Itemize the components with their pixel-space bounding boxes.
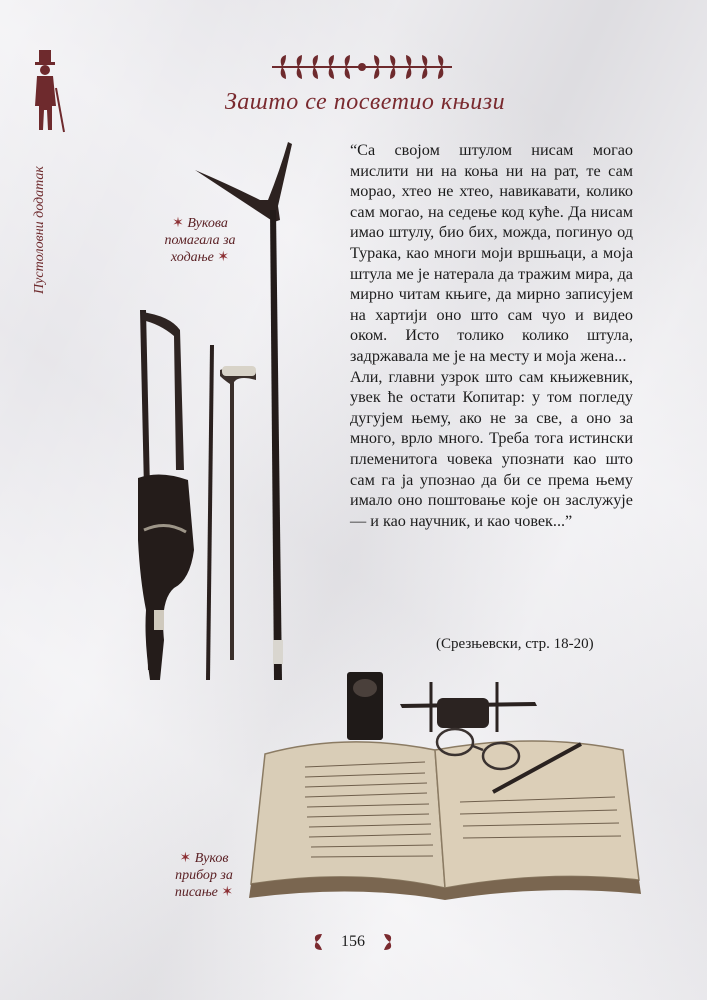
caption-writing-tools: ✶ Вуков прибор за писање ✶	[174, 851, 234, 900]
quote-block	[350, 140, 633, 531]
star-icon: ✶	[172, 216, 184, 231]
star-icon: ✶	[221, 885, 234, 900]
page-title: Зашто се посветио књизи	[224, 89, 506, 115]
silhouette-icon	[30, 48, 80, 138]
page-number	[310, 930, 396, 954]
caption-walking-aids: ✶ Вукова помагала за ходање ✶	[164, 216, 236, 265]
quote-paragraph: “Са својом штулом нисам могао мислити ни на коња ни на рат, те сам морао, хтео не хтео, навикавати, колико сам могао, на седење код куће. Да нисам имао штулу, био бих, можда, погинуо од Турака, као многи моји вршњаци, а моја штула ме је натерала да тражим мира, да мирно читам књиге, да мирно записујем на хартији оно што сам чуо и видео оком. Исто толико колико штула, задржавала ме је на месту и моја жена...	[350, 141, 633, 365]
quote-paragraph: Али, главни узрок што сам књижевник, увек ће остати Копитар: у том погледу дугујем њему, ако не за све, а оно за много, врло много. Треба тога истински племенитога човека упознати као што сам га ја упознао да би се према њему имало оно поштовање које он заслужује — и као научник, и као човек...”	[350, 367, 633, 530]
section-side-label: Пустоловни додатак	[32, 166, 47, 294]
quote-source: (Срезњевски, стр. 18-20)	[436, 636, 594, 652]
writing-tools-illustration	[245, 662, 645, 902]
page-number-text: 156	[341, 933, 365, 950]
star-icon: ✶	[179, 851, 192, 866]
star-icon: ✶	[217, 250, 230, 265]
leaf-ornament-icon	[268, 53, 456, 81]
